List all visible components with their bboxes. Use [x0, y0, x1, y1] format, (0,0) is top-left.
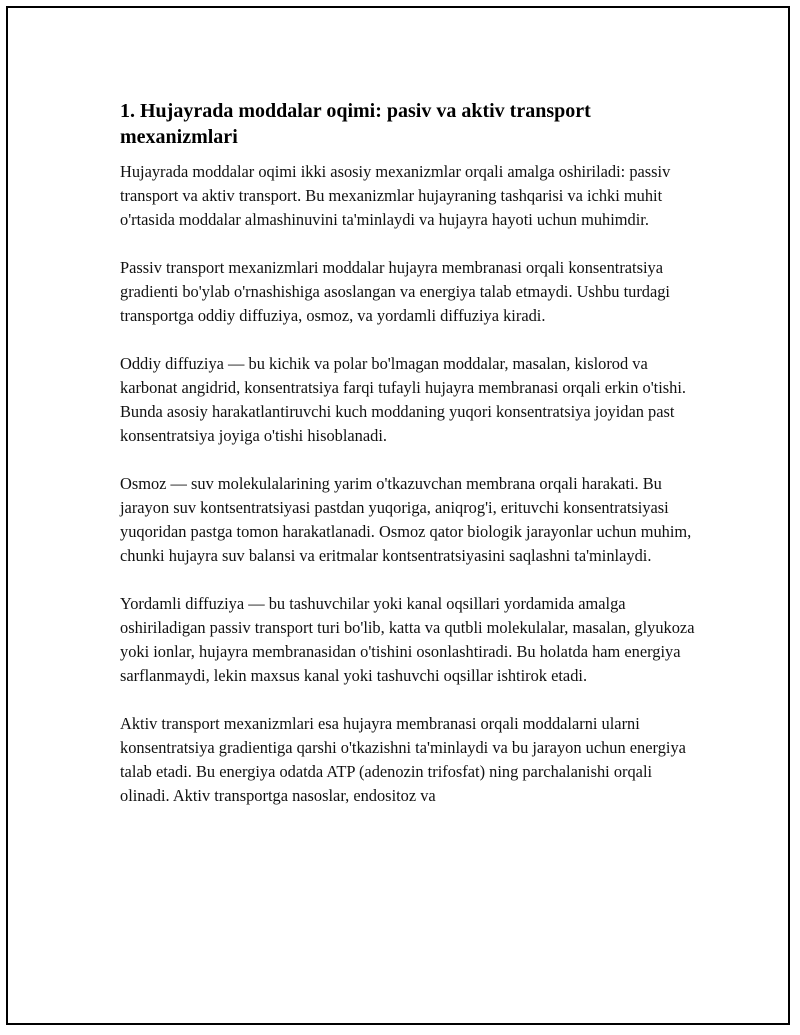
paragraph-intro: Hujayrada moddalar oqimi ikki asosiy mexanizmlar orqali amalga oshiriladi: passiv transport va aktiv transport. Bu mexanizmlar hujayraning tashqarisi va ichki muhit o'rtasida moddalar almashinuvini ta'minlaydi va hujayra hayoti uchun muhimdir. [120, 162, 671, 229]
paragraph-passive-transport: Passiv transport mexanizmlari moddalar hujayra membranasi orqali konsentratsiya gradienti bo'ylab o'rnashishiga asoslangan va energiya talab etmaydi. Ushbu turdagi transportga oddiy diffuziya, osmoz, va yordamli diffuziya kiradi. [120, 258, 670, 325]
document-page [6, 6, 790, 1025]
paragraph-osmosis: Osmoz — suv molekulalarining yarim o'tkazuvchan membrana orqali harakati. Bu jarayon suv kontsentratsiyasi pastdan yuqoriga, aniqrog'i, erituvchi konsentratsiyasi yuqoridan pastga tomon harakatlanadi. Osmoz qator biologik jarayonlar uchun muhim, chunki hujayra suv balansi va eritmalar kontsentratsiyasini saqlashni ta'minlaydi. [120, 474, 692, 565]
document-content [120, 98, 700, 832]
paragraph-simple-diffusion: Oddiy diffuziya — bu kichik va polar bo'lmagan moddalar, masalan, kislorod va karbonat angidrid, konsentratsiya farqi tufayli hujayra membranasi orqali erkin o'tishi. Bunda asosiy harakatlantiruvchi kuch moddaning yuqori konsentratsiya joyidan past konsentratsiya joyiga o'tishi hisoblanadi. [120, 354, 686, 445]
section-heading: 1. Hujayrada moddalar oqimi: pasiv va aktiv transport mexanizmlari [120, 100, 591, 148]
paragraph-facilitated-diffusion: Yordamli diffuziya — bu tashuvchilar yoki kanal oqsillari yordamida amalga oshiriladigan passiv transport turi bo'lib, katta va qutbli molekulalar, masalan, glyukoza yoki ionlar, hujayra membranasidan o'tishini osonlashtiradi. Bu holatda ham energiya sarflanmaydi, lekin maxsus kanal yoki tashuvchi oqsillar ishtirok etadi. [120, 594, 695, 685]
paragraph-active-transport: Aktiv transport mexanizmlari esa hujayra membranasi orqali moddalarni ularni konsentratsiya gradientiga qarshi o'tkazishni ta'minlaydi va bu jarayon uchun energiya talab etadi. Bu energiya odatda ATP (adenozin trifosfat) ning parchalanishi orqali olinadi. Aktiv transportga nasoslar, endositoz va [120, 714, 686, 805]
